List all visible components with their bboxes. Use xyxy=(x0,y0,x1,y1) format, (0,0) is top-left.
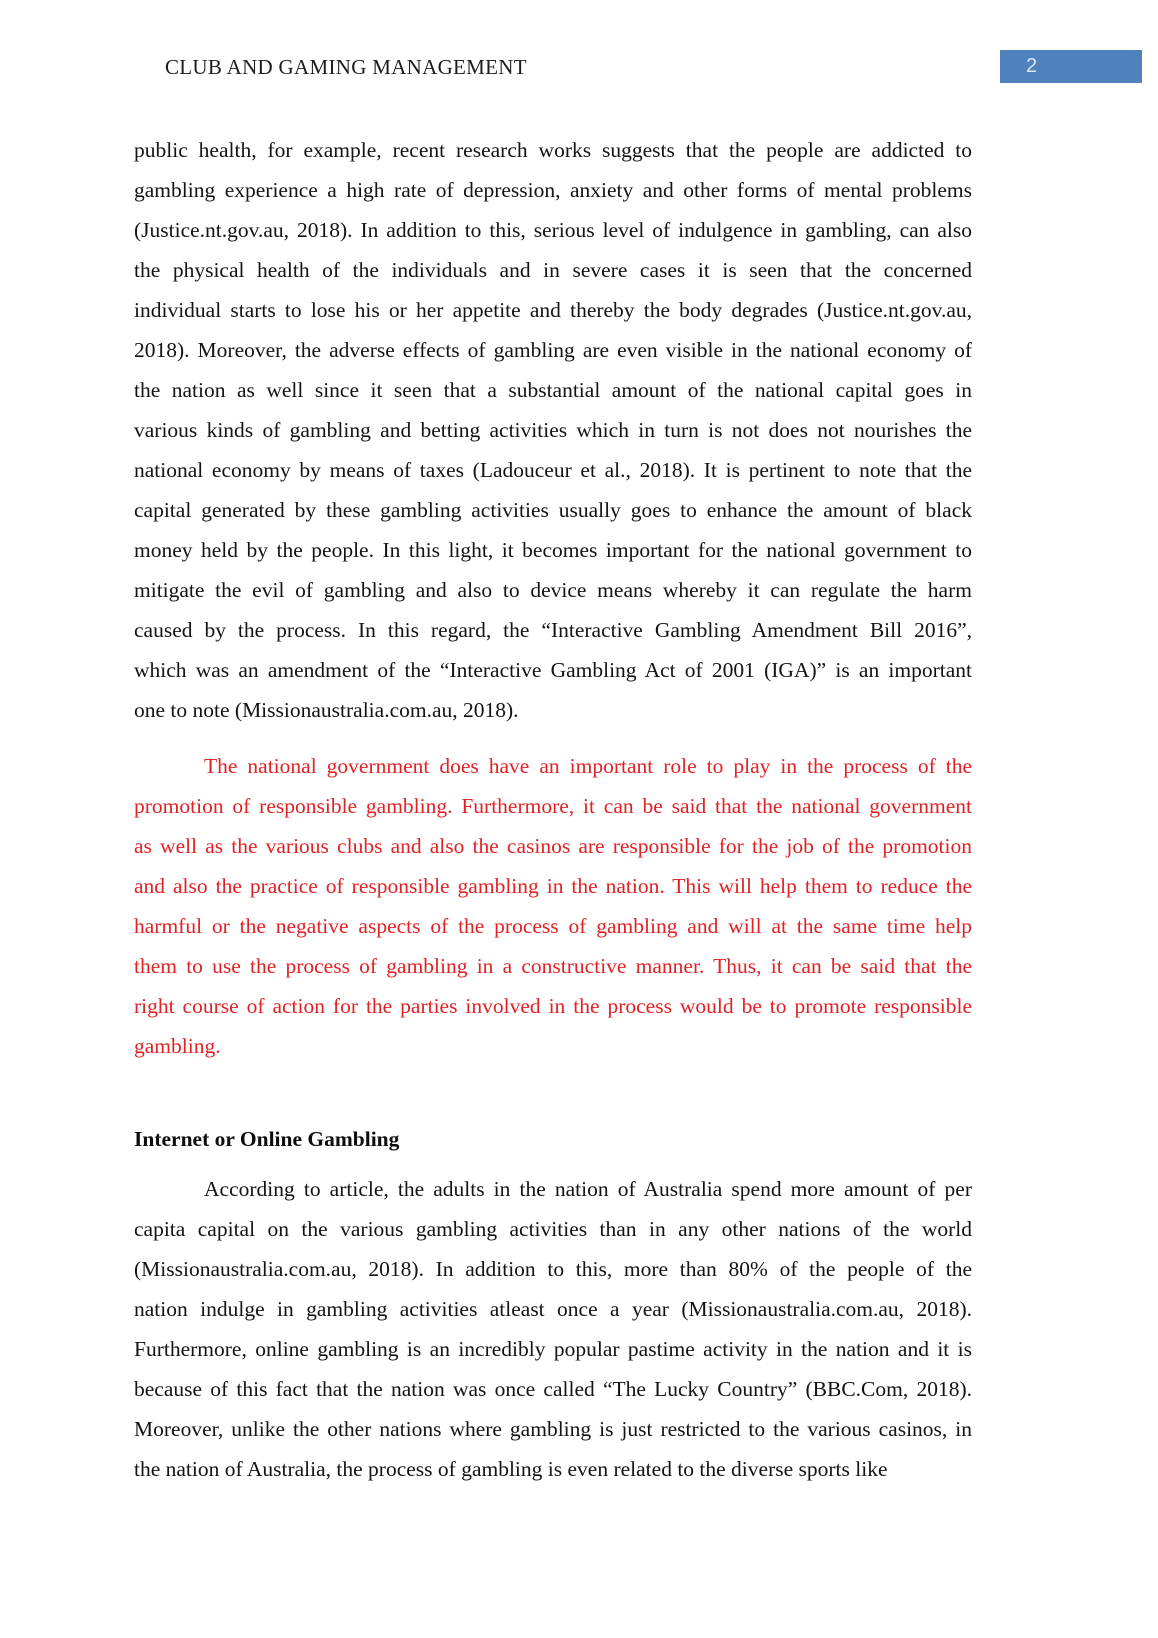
text-line: the nation as well since it seen that a substantial amount of the national capital goes in xyxy=(134,378,972,402)
text-line: the nation of Australia, the process of gambling is even related to the diverse sports like xyxy=(134,1457,888,1481)
text-line: Moreover, unlike the other nations where gambling is just restricted to the various casinos, in xyxy=(134,1417,972,1441)
text-line: promotion of responsible gambling. Furthermore, it can be said that the national government xyxy=(134,794,972,818)
text-line: right course of action for the parties involved in the process would be to promote responsible xyxy=(134,994,972,1018)
document-body xyxy=(134,130,972,1489)
text-line: capital generated by these gambling activities usually goes to enhance the amount of black xyxy=(134,498,972,522)
text-line: (Justice.nt.gov.au, 2018). In addition to this, serious level of indulgence in gambling, can also xyxy=(134,218,972,242)
text-line: Furthermore, online gambling is an incredibly popular pastime activity in the nation and it is xyxy=(134,1337,972,1361)
text-line: because of this fact that the nation was once called “The Lucky Country” (BBC.Com, 2018). xyxy=(134,1377,972,1401)
page-header xyxy=(0,0,1158,110)
text-line: According to article, the adults in the nation of Australia spend more amount of per xyxy=(204,1177,972,1201)
text-line: harmful or the negative aspects of the process of gambling and will at the same time help xyxy=(134,914,972,938)
paragraph-gambling-effects xyxy=(134,130,972,730)
text-line: and also the practice of responsible gambling in the nation. This will help them to reduce the xyxy=(134,874,972,898)
text-line: gambling. xyxy=(134,1034,221,1058)
text-line: public health, for example, recent research works suggests that the people are addicted to xyxy=(134,138,972,162)
text-line: nation indulge in gambling activities atleast once a year (Missionaustralia.com.au, 2018). xyxy=(134,1297,972,1321)
text-line: capita capital on the various gambling activities than in any other nations of the world xyxy=(134,1217,972,1241)
text-line: mitigate the evil of gambling and also to device means whereby it can regulate the harm xyxy=(134,578,972,602)
text-line: The national government does have an important role to play in the process of the xyxy=(204,754,972,778)
text-line: national economy by means of taxes (Ladouceur et al., 2018). It is pertinent to note that the xyxy=(134,458,972,482)
text-line: the physical health of the individuals and in severe cases it is seen that the concerned xyxy=(134,258,972,282)
running-head-title: CLUB AND GAMING MANAGEMENT xyxy=(165,55,527,79)
text-line: them to use the process of gambling in a constructive manner. Thus, it can be said that the xyxy=(134,954,972,978)
text-line: individual starts to lose his or her appetite and thereby the body degrades (Justice.nt.gov.au, xyxy=(134,298,972,322)
text-line: which was an amendment of the “Interactive Gambling Act of 2001 (IGA)” is an important xyxy=(134,658,972,682)
paragraph-responsible-gambling-red xyxy=(134,746,972,1066)
text-line: caused by the process. In this regard, the “Interactive Gambling Amendment Bill 2016”, xyxy=(134,618,972,642)
paragraph-online-gambling xyxy=(134,1169,972,1489)
text-line: one to note (Missionaustralia.com.au, 2018). xyxy=(134,698,519,722)
section-heading-internet-gambling: Internet or Online Gambling xyxy=(134,1127,400,1151)
text-line: as well as the various clubs and also the casinos are responsible for the job of the promotion xyxy=(134,834,972,858)
page-number: 2 xyxy=(1026,55,1038,77)
page-number-box xyxy=(1000,50,1142,83)
text-line: various kinds of gambling and betting activities which in turn is not does not nourishes the xyxy=(134,418,972,442)
text-line: gambling experience a high rate of depression, anxiety and other forms of mental problems xyxy=(134,178,972,202)
text-line: 2018). Moreover, the adverse effects of gambling are even visible in the national economy of xyxy=(134,338,972,362)
text-line: money held by the people. In this light, it becomes important for the national government to xyxy=(134,538,972,562)
text-line: (Missionaustralia.com.au, 2018). In addition to this, more than 80% of the people of the xyxy=(134,1257,972,1281)
